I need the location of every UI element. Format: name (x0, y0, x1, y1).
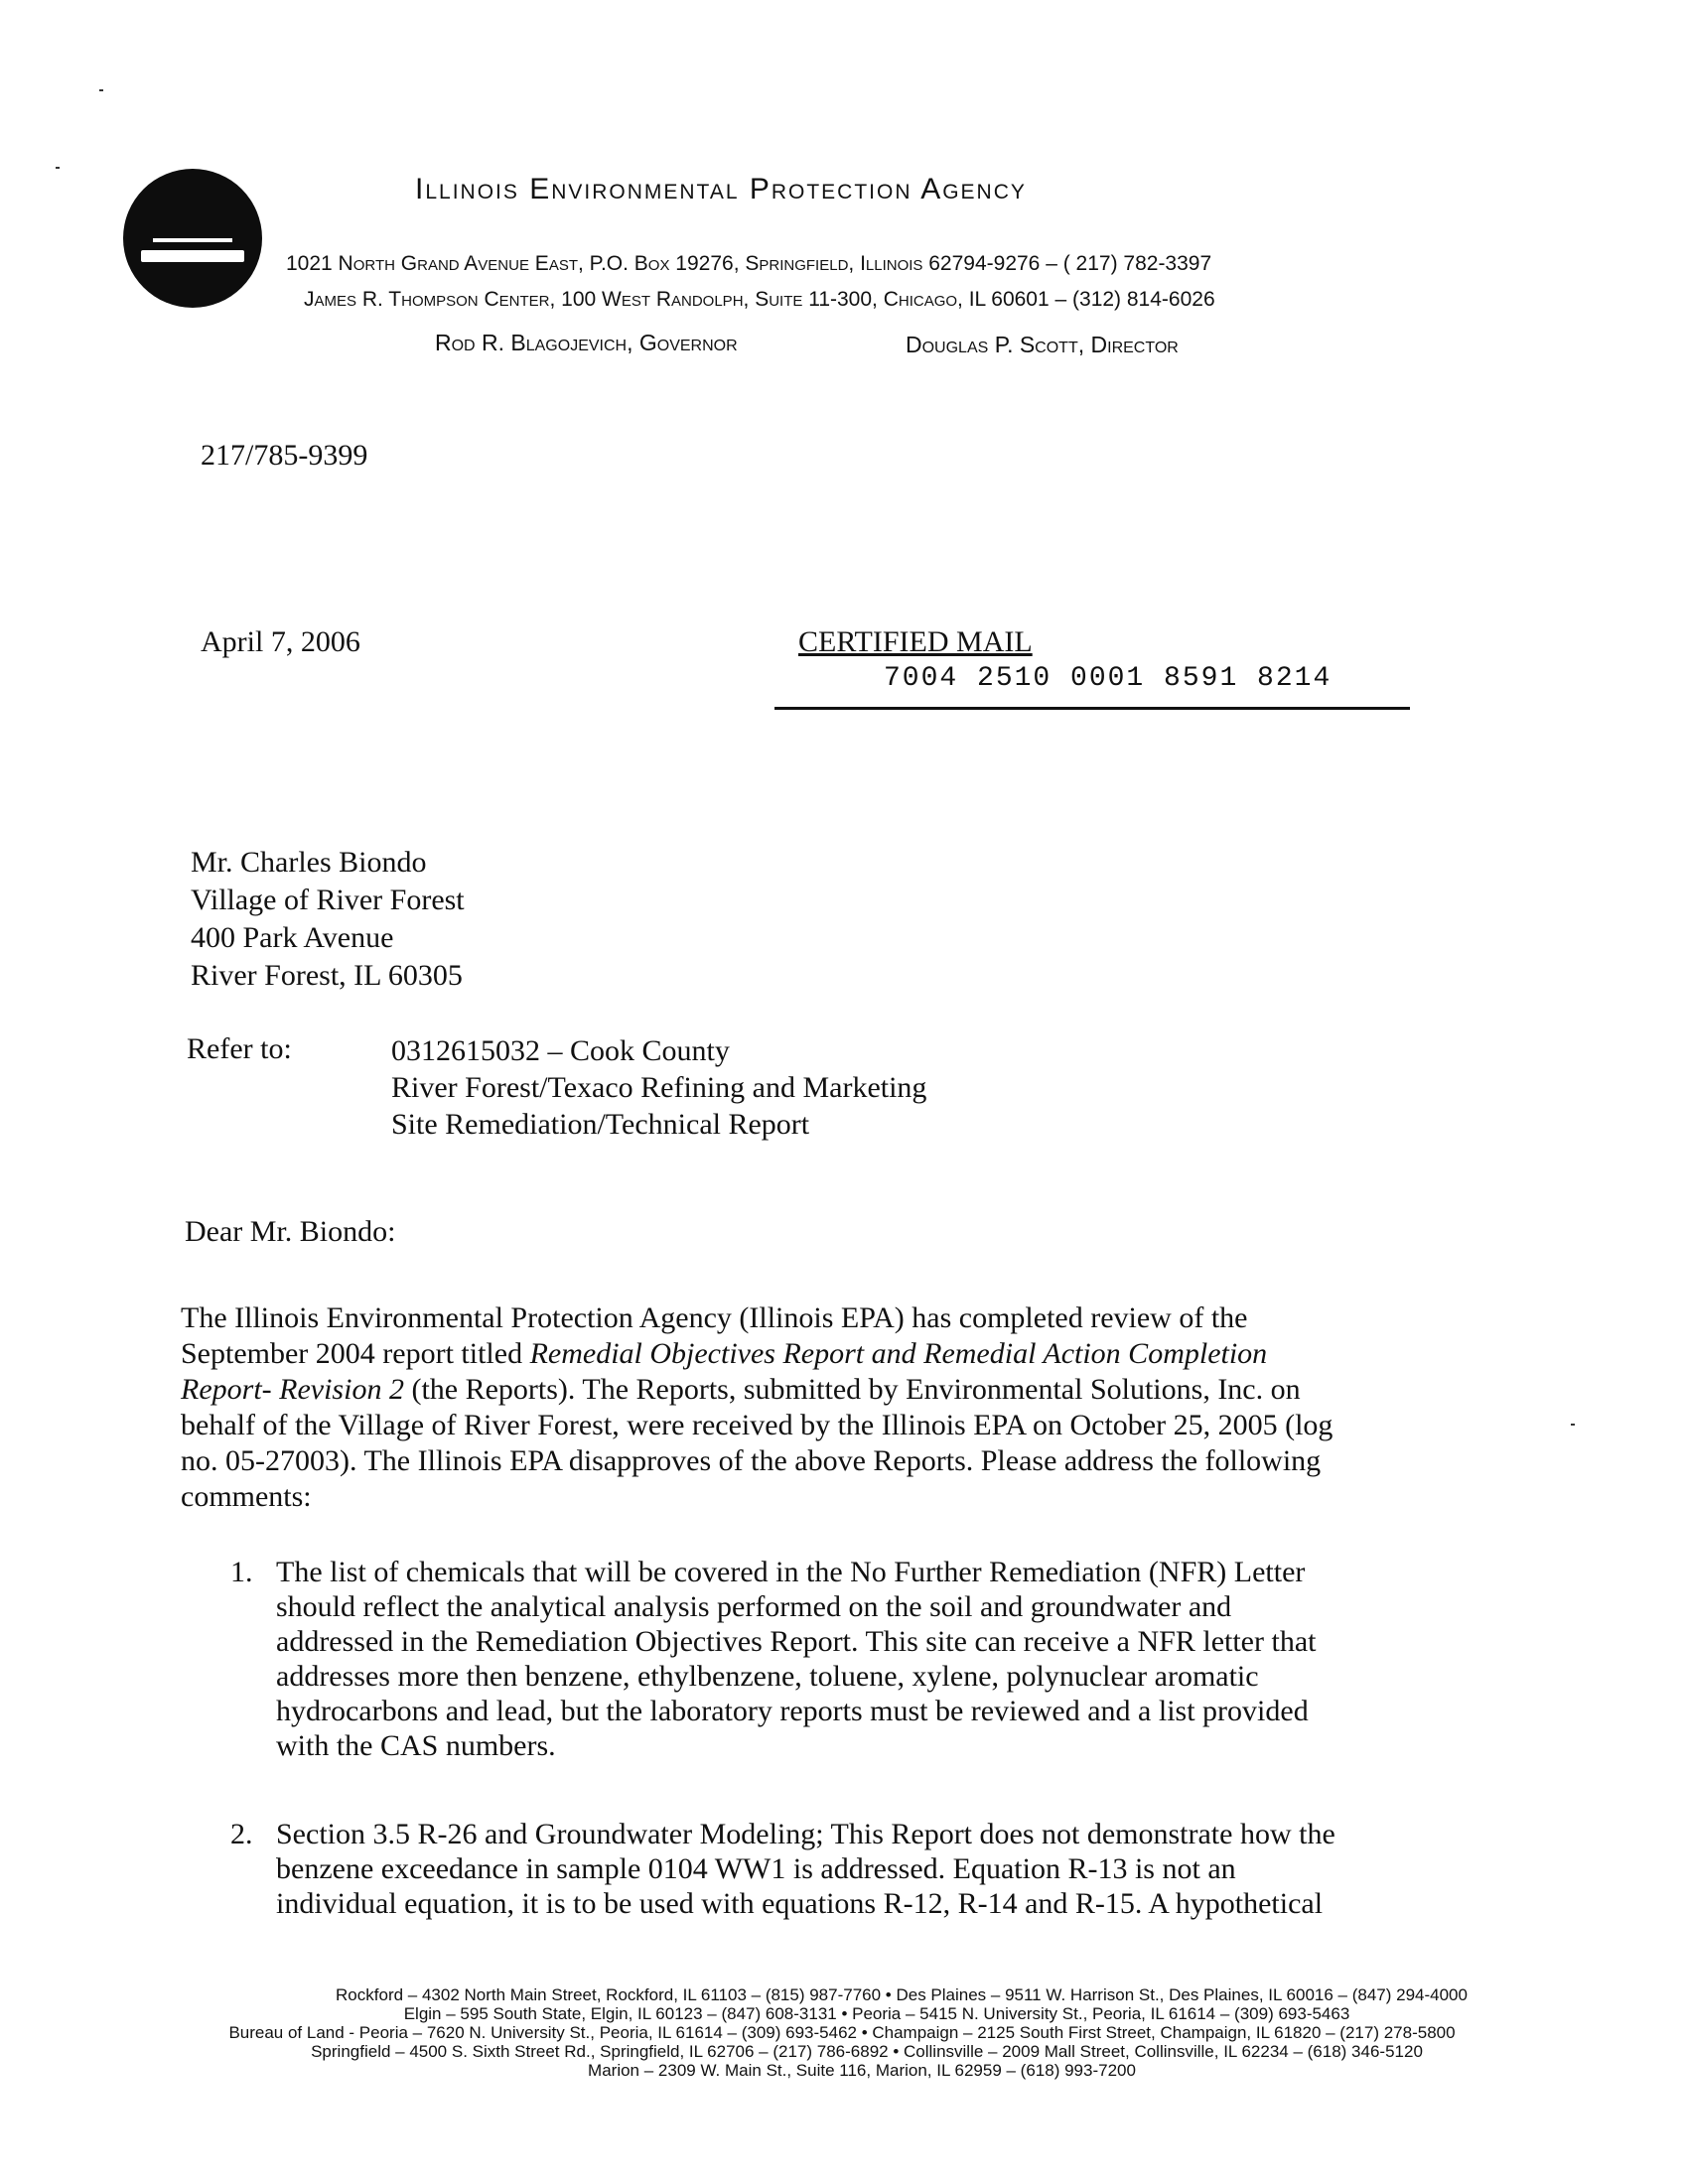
recipient-street: 400 Park Avenue (191, 921, 394, 954)
footer-line: Marion – 2309 W. Main St., Suite 116, Marion, IL 62959 – (618) 993-7200 (588, 2061, 1136, 2080)
agency-seal-logo (123, 169, 262, 308)
paragraph-line: September 2004 report titled Remedial Objectives Report and Remedial Action Completion (181, 1337, 1268, 1370)
certified-underline (774, 707, 1410, 710)
paragraph-line: comments: (181, 1480, 312, 1513)
footer-line: Elgin – 595 South State, Elgin, IL 60123 – (847) 608-3131 • Peoria – 5415 N. University St., Peoria, IL 61614 – (309) 693-5463 (403, 2004, 1350, 2023)
refer-line: Site Remediation/Technical Report (391, 1108, 810, 1141)
item-line: individual equation, it is to be used with equations R-12, R-14 and R-15. A hypothetical (276, 1887, 1324, 1920)
paragraph-line: The Illinois Environmental Protection Agency (Illinois EPA) has completed review of the (181, 1301, 1248, 1334)
refer-line: River Forest/Texaco Refining and Marketing (391, 1071, 927, 1104)
footer-line: Springfield – 4500 S. Sixth Street Rd., Springfield, IL 62706 – (217) 786-6892 • Collinsville – 2009 Mall Street, Collinsville, IL 62234 – (618) 346-5120 (311, 2042, 1423, 2061)
scan-speck (1571, 1424, 1575, 1426)
item-line: with the CAS numbers. (276, 1729, 556, 1762)
item-line: The list of chemicals that will be covered in the No Further Remediation (NFR) Letter (276, 1556, 1306, 1588)
recipient-name: Mr. Charles Biondo (191, 846, 427, 879)
refer-line: 0312615032 – Cook County (391, 1034, 730, 1067)
paragraph-line: no. 05-27003). The Illinois EPA disapproves of the above Reports. Please address the following (181, 1444, 1322, 1477)
regional-offices-footer (0, 1985, 1684, 2080)
recipient-address (191, 844, 465, 995)
item-line: should reflect the analytical analysis performed on the soil and groundwater and (276, 1590, 1232, 1623)
item-line: benzene exceedance in sample 0104 WW1 is addressed. Equation R-13 is not an (276, 1852, 1236, 1885)
salutation: Dear Mr. Biondo: (185, 1215, 396, 1248)
footer-line: Bureau of Land - Peoria – 7620 N. University St., Peoria, IL 61614 – (309) 693-5462 • Champaign – 2125 South First Street, Champaign, IL 61820 – (217) 278-5800 (228, 2023, 1456, 2042)
recipient-org: Village of River Forest (191, 884, 465, 916)
item-line: addressed in the Remediation Objectives Report. This site can receive a NFR letter that (276, 1625, 1317, 1658)
intro-paragraph (181, 1300, 1491, 1515)
scan-speck (56, 167, 60, 169)
letter-date: April 7, 2006 (201, 625, 360, 658)
certified-mail-label: CERTIFIED MAIL (798, 625, 1033, 658)
refer-to-block (391, 1032, 926, 1143)
paragraph-line: behalf of the Village of River Forest, were received by the Illinois EPA on October 25, 2005 (log (181, 1409, 1333, 1441)
springfield-address: 1021 North Grand Avenue East, P.O. Box 19276, Springfield, Illinois 62794-9276 – ( 217) 782-3397 (286, 252, 1212, 275)
phone-number: 217/785-9399 (201, 439, 368, 472)
certified-tracking-number: 7004 2510 0001 8591 8214 (884, 663, 1333, 694)
scan-speck (99, 89, 103, 91)
agency-name: Illinois Environmental Protection Agency (415, 173, 1027, 205)
item-number: 2. (230, 1818, 253, 1850)
item-line: addresses more then benzene, ethylbenzene, toluene, xylene, polynuclear aromatic (276, 1660, 1259, 1693)
item-line: hydrocarbons and lead, but the laboratory reports must be reviewed and a list provided (276, 1695, 1309, 1727)
item-line: Section 3.5 R-26 and Groundwater Modeling; This Report does not demonstrate how the (276, 1818, 1335, 1850)
governor-name: Rod R. Blagojevich, Governor (435, 330, 738, 355)
footer-line: Rockford – 4302 North Main Street, Rockford, IL 61103 – (815) 987-7760 • Des Plaines – 9511 W. Harrison St., Des Plaines, IL 60016 – (847) 294-4000 (336, 1985, 1468, 2004)
paragraph-line: Report- Revision 2 (the Reports). The Reports, submitted by Environmental Solutions, Inc. on (181, 1373, 1301, 1406)
director-name: Douglas P. Scott, Director (906, 332, 1179, 357)
recipient-city: River Forest, IL 60305 (191, 959, 463, 992)
item-number: 1. (230, 1556, 253, 1588)
chicago-address: James R. Thompson Center, 100 West Randolph, Suite 11-300, Chicago, IL 60601 – (312) 814-6026 (304, 288, 1215, 311)
refer-to-label: Refer to: (187, 1032, 292, 1065)
